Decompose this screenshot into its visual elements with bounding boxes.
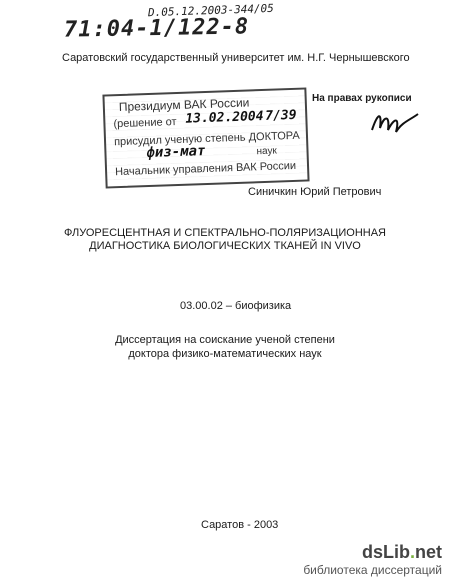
- dissertation-degree: [0, 333, 450, 361]
- watermark-brand-dot: .: [409, 542, 415, 562]
- stamp-field-value: физ-мат: [146, 143, 206, 162]
- dissertation-title: [0, 227, 450, 253]
- stamp-date-value: 13.02.2004: [185, 108, 264, 127]
- stamp-line-1: Президиум ВАК России: [118, 95, 250, 115]
- university-name: Саратовский государственный университет им. Н.Г. Чернышевского: [62, 52, 410, 64]
- stamp-line-5: Начальник управления ВАК России: [114, 159, 297, 179]
- watermark-brand-right: net: [415, 542, 442, 562]
- city-year: Саратов - 2003: [201, 519, 279, 531]
- title-line-2: ДИАГНОСТИКА БИОЛОГИЧЕСКИХ ТКАНЕЙ IN VIVO: [89, 240, 361, 252]
- specialty: 03.00.02 – биофизика: [180, 300, 292, 312]
- stamp-line-4: наук: [256, 145, 278, 158]
- stamp-number-value: 7/39: [265, 107, 297, 124]
- stamp-line-3: присудил ученую степень ДОКТОРА: [113, 129, 300, 149]
- rights-note: На правах рукописи: [312, 93, 412, 104]
- dslib-watermark[interactable]: [303, 542, 442, 577]
- stamp-line-2: (решение от: [113, 116, 177, 131]
- watermark-tagline: библиотека диссертаций: [303, 563, 442, 577]
- handwritten-date-note: D.05.12.2003-344/05: [147, 1, 275, 20]
- degree-line-2: доктора физико-математических наук: [128, 348, 322, 360]
- degree-line-1: Диссертация на соискание ученой степени: [115, 334, 335, 346]
- handwritten-catalog-number: 71:04-1/122-8: [63, 14, 250, 43]
- watermark-brand-left: dsLib: [361, 542, 410, 562]
- title-line-1: ФЛУОРЕСЦЕНТНАЯ И СПЕКТРАЛЬНО-ПОЛЯРИЗАЦИОННАЯ: [64, 227, 386, 239]
- vak-stamp: [102, 87, 309, 188]
- signature-icon: [370, 108, 420, 136]
- author-name: Синичкин Юрий Петрович: [248, 186, 382, 198]
